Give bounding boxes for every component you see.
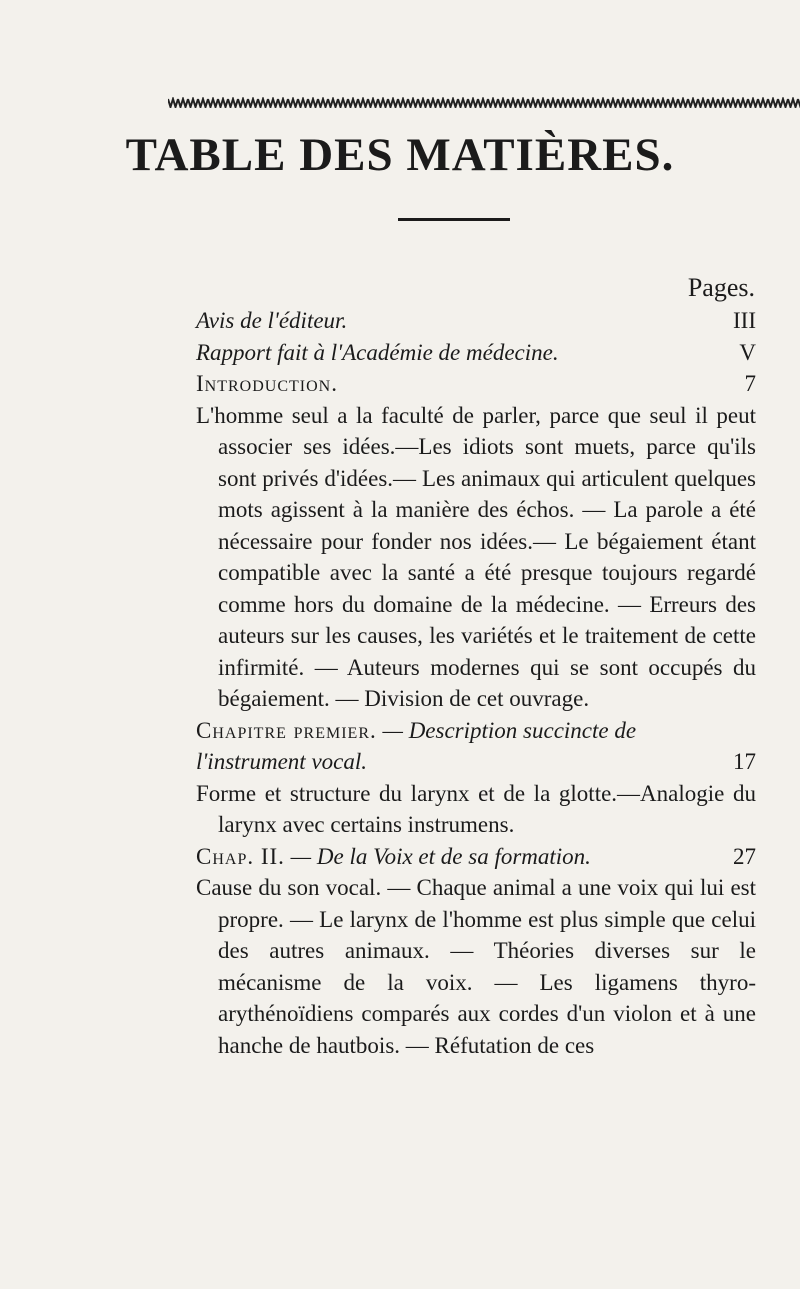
introduction-summary: L'homme seul a la faculté de parler, parce que seul il peut associer ses idées.—Les idiots sont muets, parce qu'ils sont privés d'idées.— Les animaux qui articulent quelques mots agissent à la manière des échos. — La parole a été nécessaire pour fonder nos idées.— Le bégaiement étant compatible avec la santé a été presque toujours regardé comme hors du domaine de la médecine. — Erreurs des auteurs sur les causes, les variétés et le traitement de cette infirmité. — Auteurs modernes qui se sont occupés du bégaiement. — Division de cet ouvrage. bbox=[196, 402, 756, 711]
toc-entry-label: Rapport fait à l'Académie de médecine. bbox=[196, 339, 559, 365]
chapter-2-summary: Cause du son vocal. — Chaque animal a une voix qui lui est propre. — Le larynx de l'homme est plus simple que celui des autres animaux. — Théories diverses sur le mécanisme de la voix. — Les ligamens thyro-arythénoïdiens comparés aux cordes d'un violon et à une hanche de hautbois. — Réfutation de ces bbox=[196, 875, 756, 1058]
toc-entry-rapport bbox=[196, 337, 756, 369]
pages-column-heading: Pages. bbox=[687, 273, 755, 302]
decorative-ornament-border bbox=[168, 96, 800, 108]
toc-entry-page: V bbox=[739, 339, 756, 365]
table-of-contents bbox=[196, 305, 756, 1061]
toc-entry-label: Avis de l'éditeur. bbox=[196, 308, 348, 333]
chapter-title: — Description succincte de l'instrument vocal. bbox=[196, 717, 637, 774]
chapter-prefix: Chap. II. bbox=[196, 843, 285, 869]
chapter-prefix: Chapitre premier. bbox=[196, 717, 377, 743]
title-divider bbox=[398, 218, 510, 221]
toc-entry-page: 17 bbox=[733, 749, 756, 774]
toc-entry-label: Introduction. bbox=[196, 371, 338, 396]
toc-entry-page: 7 bbox=[744, 371, 756, 396]
toc-entry-chapter-1 bbox=[196, 715, 756, 778]
toc-entry-page: 27 bbox=[733, 843, 756, 869]
toc-entry-avis bbox=[196, 305, 756, 337]
chapter-title: — De la Voix et de sa formation. bbox=[290, 843, 591, 869]
toc-entry-chapter-2 bbox=[196, 841, 756, 873]
page-title: TABLE DES MATIÈRES. bbox=[125, 129, 675, 181]
toc-entry-page: III bbox=[733, 308, 756, 333]
toc-entry-introduction bbox=[196, 368, 756, 400]
chapter-1-summary: Forme et structure du larynx et de la glotte.—Analogie du larynx avec certains instrumens. bbox=[196, 780, 756, 837]
